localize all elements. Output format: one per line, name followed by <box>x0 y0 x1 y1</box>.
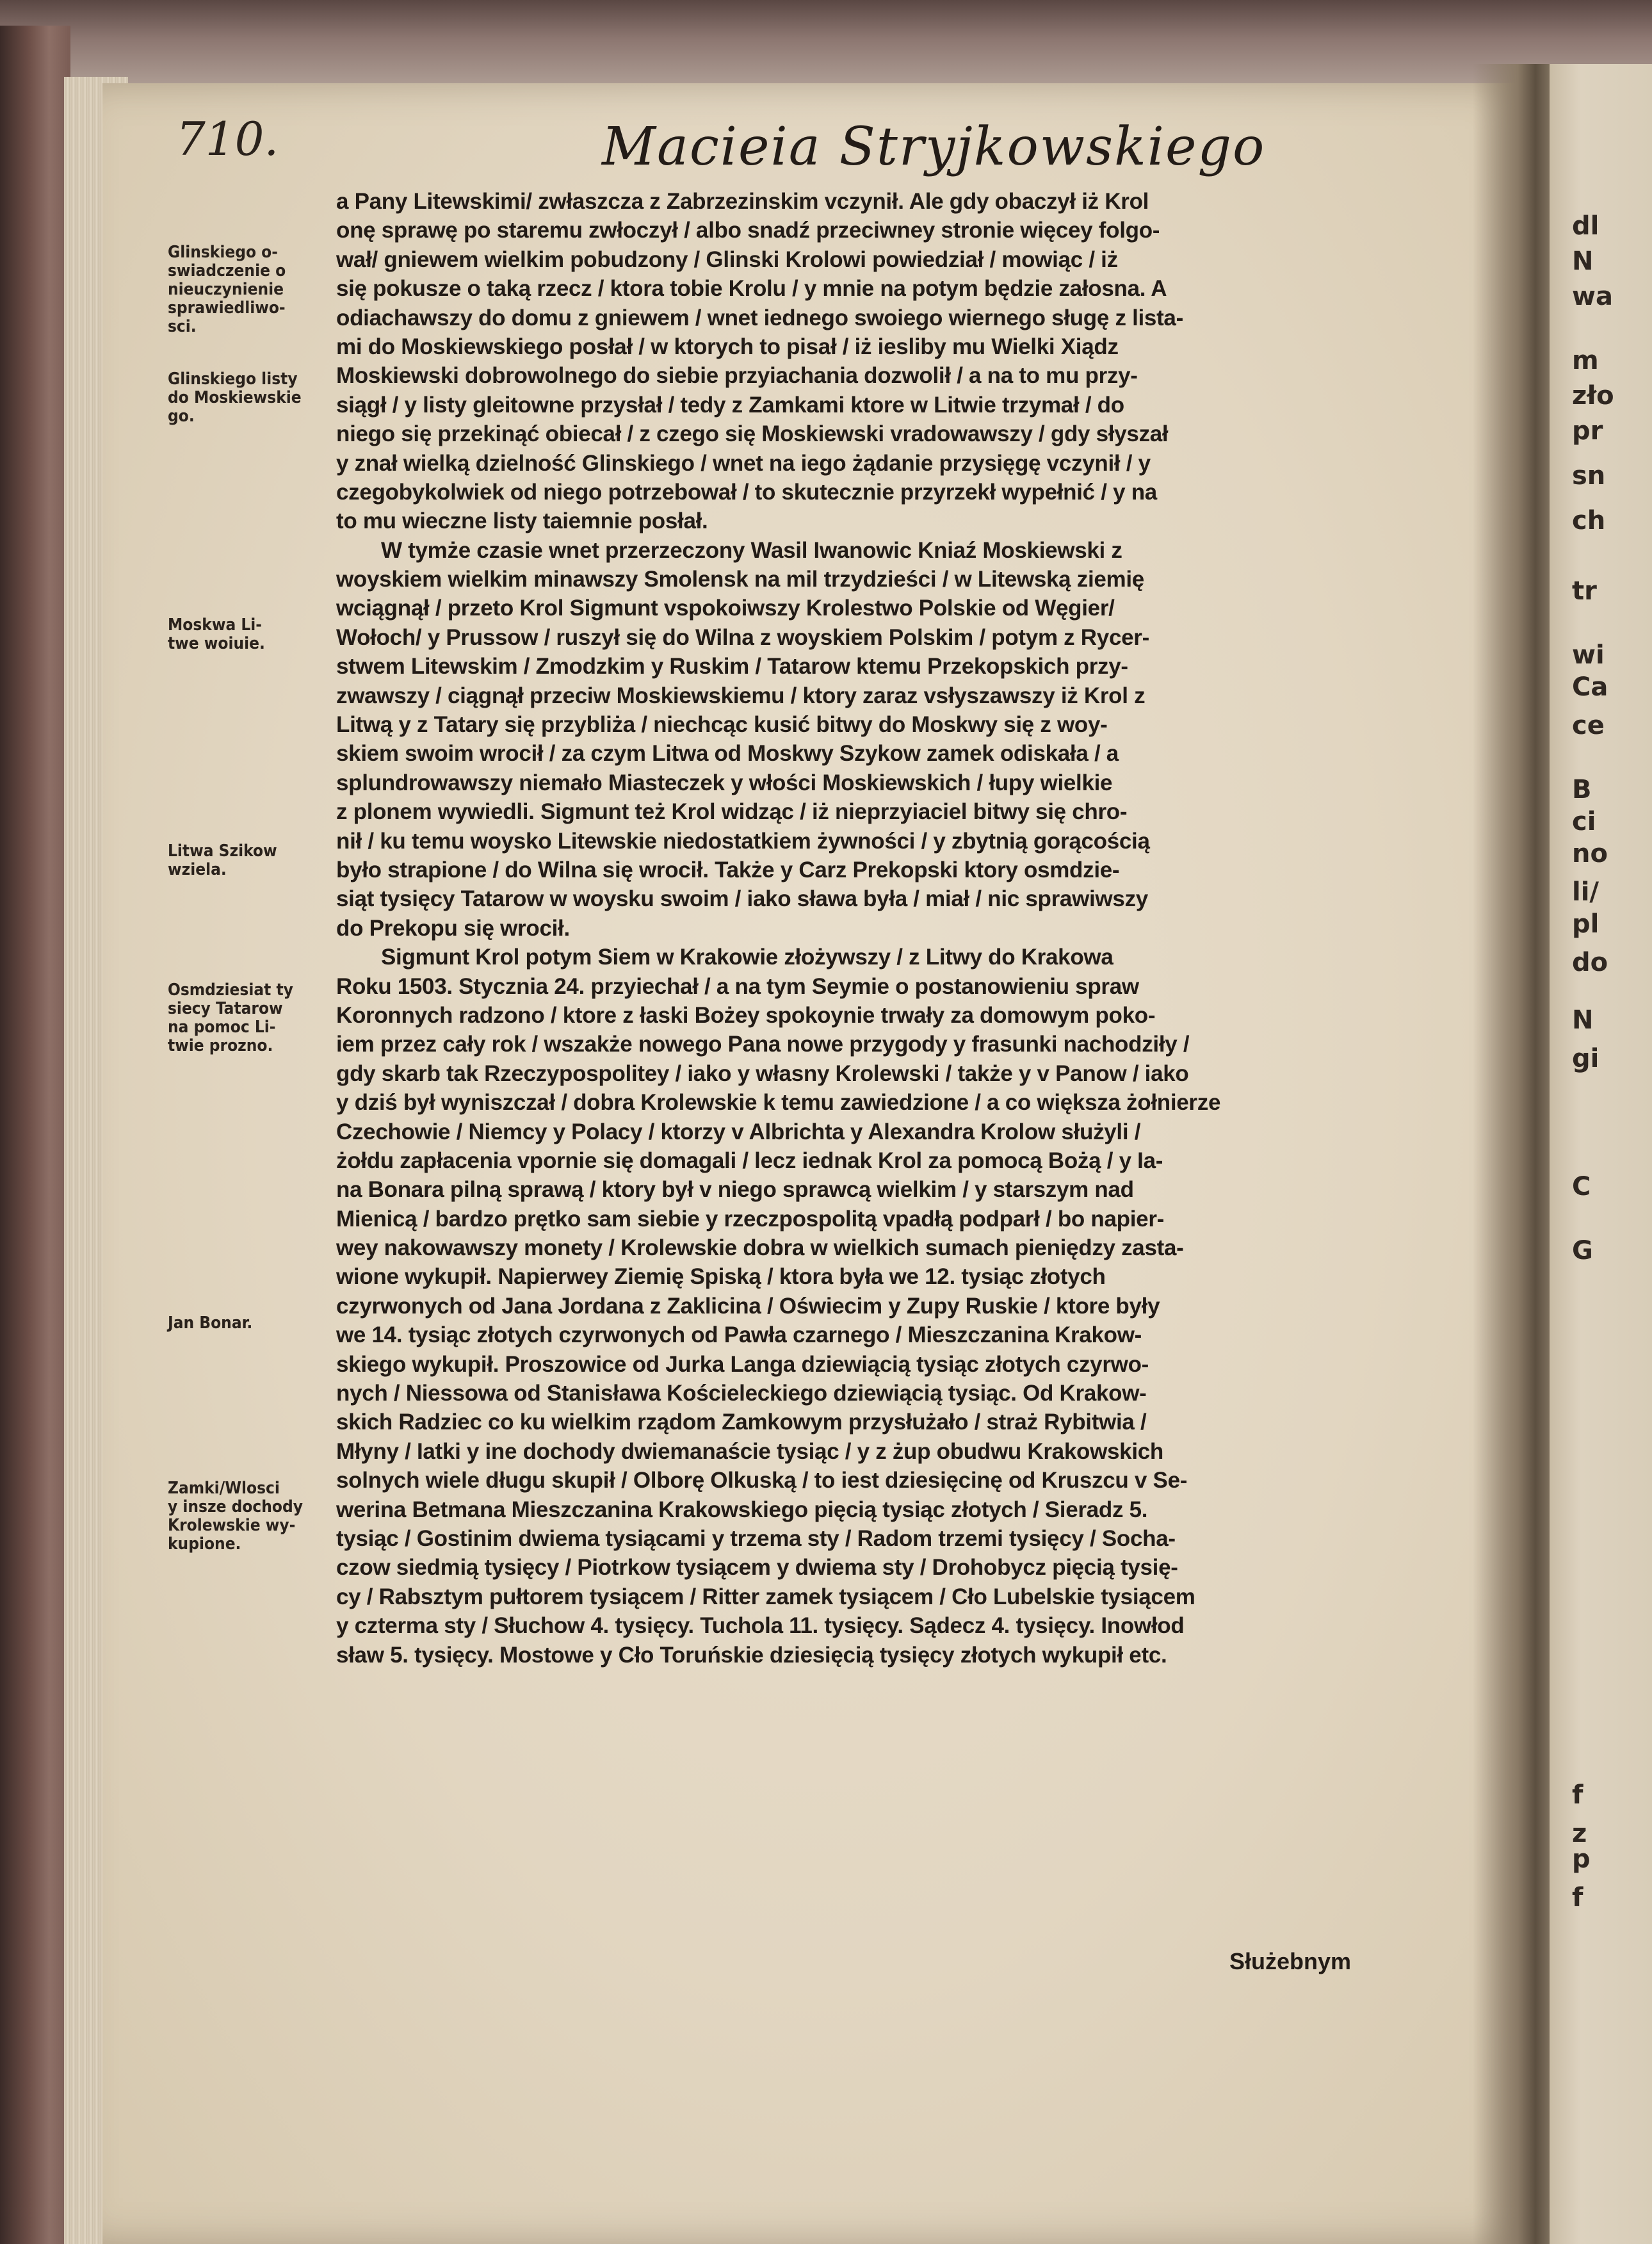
margin-note-line: Glinskiego o- <box>168 243 278 262</box>
margin-note-line: Litwa Szikow <box>168 842 277 861</box>
text-line: stwem Litewskim / Zmodzkim y Ruskim / Tatarow ktemu Przekopskich przy- <box>336 654 1128 679</box>
text-line: solnych wiele długu skupił / Olborę Olkuską / to iest dziesięcinę od Kruszcu v Se- <box>336 1468 1188 1493</box>
text-line: Wołoch/ y Prussow / ruszył się do Wilna z woyskiem Polskim / potym z Rycer- <box>336 624 1149 650</box>
margin-note-line: y insze dochody <box>168 1497 303 1516</box>
text-line: to mu wieczne listy taiemnie posłał. <box>336 508 708 534</box>
margin-note <box>168 370 336 426</box>
facing-page-fragment: li/ <box>1572 877 1599 907</box>
facing-page-fragment: ch <box>1572 506 1606 535</box>
text-line: tysiąc / Gostinim dwiema tysiącami y trzema sty / Radom trzemi tysięcy / Socha- <box>336 1525 1176 1551</box>
text-line: siągł / y listy gleitowne przysłał / tedy z Zamkami ktore w Litwie trzymał / do <box>336 392 1124 418</box>
book-cover-edge <box>0 26 70 2244</box>
facing-page-fragment: B <box>1572 775 1592 804</box>
text-line: Roku 1503. Stycznia 24. przyiechał / a na tym Seymie o postanowieniu spraw <box>336 973 1139 999</box>
facing-page-fragment: pr <box>1572 416 1603 446</box>
margin-note-line: Moskwa Li- <box>168 615 262 635</box>
facing-page-fragment: no <box>1572 839 1608 868</box>
facing-page-fragment: sn <box>1572 461 1606 491</box>
margin-note-line: swiadczenie o <box>168 261 286 280</box>
text-line: do Prekopu się wrocił. <box>336 915 570 941</box>
text-line: czegobykolwiek od niego potrzebował / to skutecznie przyrzekł wypełnić / y na <box>336 479 1157 505</box>
text-line: żołdu zapłacenia vpornie się domagali / lecz iednak Krol za pomocą Bożą / y Ia- <box>336 1148 1163 1173</box>
facing-page-fragment: pl <box>1572 909 1599 939</box>
text-line: z plonem wywiedli. Sigmunt też Krol widząc / iż nieprzyiaciel bitwy się chro- <box>336 799 1128 825</box>
facing-page-fragment: gi <box>1572 1044 1599 1073</box>
margin-note <box>168 1479 336 1554</box>
margin-note <box>168 616 336 653</box>
margin-note-line: kupione. <box>168 1534 241 1554</box>
text-line: sław 5. tysięcy. Mostowe y Cło Toruńskie dziesięcią tysięcy złotych wykupił etc. <box>336 1642 1167 1668</box>
text-line: W tymże czasie wnet przerzeczony Wasil Iwanowic Kniaź Moskiewski z <box>381 537 1122 563</box>
text-line: nił / ku temu woysko Litewskie niedostatkiem żywności / y zbytnią gorącością <box>336 828 1150 854</box>
facing-page-fragment: zło <box>1572 381 1614 411</box>
facing-page-fragment: f <box>1572 1780 1583 1810</box>
facing-page-fragment: z <box>1572 1819 1587 1848</box>
text-line: Litwą y z Tatary się przybliża / niechcąc kusić bitwy do Moskwy się z woy- <box>336 712 1108 738</box>
body-text <box>336 187 1386 1670</box>
facing-page-fragment: p <box>1572 1844 1591 1874</box>
facing-page-fragment: ci <box>1572 807 1596 836</box>
text-line: zwawszy / ciągnął przeciw Moskiewskiemu / ktory zaraz vsłyszawszy iż Krol z <box>336 683 1146 708</box>
margin-note-line: twe woiuie. <box>168 634 265 653</box>
facing-page-fragment: N <box>1572 1005 1594 1035</box>
margin-note-line: siecy Tatarow <box>168 999 283 1018</box>
text-line: niego się przekinąć obiecał / z czego się Moskiewski vradowawszy / gdy słyszał <box>336 421 1169 447</box>
margin-note-line: Zamki/Wlosci <box>168 1479 280 1498</box>
text-line: skich Radziec co ku wielkim rządom Zamkowym przysłużało / straż Rybitwia / <box>336 1410 1147 1435</box>
text-line: Koronnych radzono / ktore z łaski Bożey spokoynie trwały za domowym poko- <box>336 1002 1156 1028</box>
text-line: we 14. tysiąc złotych czyrwonych od Pawła czarnego / Mieszczanina Krakow- <box>336 1322 1142 1348</box>
facing-page-fragment: G <box>1572 1236 1593 1265</box>
margin-note-line: wziela. <box>168 860 227 879</box>
facing-page-fragment: f <box>1572 1883 1583 1912</box>
facing-page-fragment: tr <box>1572 576 1597 606</box>
catchword: Służebnym <box>1229 1948 1352 1974</box>
text-line: się pokusze o taką rzecz / ktora tobie Krolu / y mnie na potym będzie załosna. A <box>336 276 1167 302</box>
margin-note-line: nieuczynienie <box>168 280 284 299</box>
facing-page-fragment: dl <box>1572 211 1599 241</box>
facing-page-fragment: do <box>1572 948 1608 977</box>
text-line: Sigmunt Krol potym Siem w Krakowie złożywszy / z Litwy do Krakowa <box>381 945 1113 970</box>
text-line: wciągnął / przeto Krol Sigmunt vspokoiwszy Krolestwo Polskie od Węgier/ <box>336 596 1115 621</box>
text-line: wione wykupił. Napierwey Ziemię Spiską / ktora była we 12. tysiąc złotych <box>336 1264 1106 1290</box>
text-line: y czterma sty / Słuchow 4. tysięcy. Tuchola 11. tysięcy. Sądecz 4. tysięcy. Inowłod <box>336 1613 1185 1639</box>
text-line: cy / Rabsztym pułtorem tysiącem / Ritter zamek tysiącem / Cło Lubelskie tysiącem <box>336 1584 1195 1609</box>
page-number: 710. <box>176 112 279 166</box>
facing-page-fragment: m <box>1572 346 1599 375</box>
text-line: Moskiewski dobrowolnego do siebie przyiachania dozwolił / a na to mu przy- <box>336 363 1138 389</box>
margin-note-line: go. <box>168 407 195 426</box>
text-line: y znał wielką dzielność Glinskiego / wnet na iego żądanie przysięgę vczynił / y <box>336 450 1151 476</box>
text-line: czyrwonych od Jana Jordana z Zaklicina / Oświecim y Zupy Ruskie / ktore były <box>336 1293 1160 1319</box>
margin-note-line: Osmdziesiat ty <box>168 980 293 1000</box>
text-line: Młyny / Iatki y ine dochody dwiemanaście tysiąc / y z żup obudwu Krakowskich <box>336 1438 1164 1464</box>
margin-note <box>168 981 336 1055</box>
facing-page-fragment: wa <box>1572 282 1613 311</box>
text-line: czow siedmią tysięcy / Piotrkow tysiącem y dwiema sty / Drohobycz pięcią tysię- <box>336 1555 1178 1581</box>
text-line: wał/ gniewem wielkim pobudzony / Glinski Krolowi powiedział / mowiąc / iż <box>336 247 1118 272</box>
margin-note <box>168 243 336 336</box>
margin-note-line: Glinskiego listy <box>168 370 298 389</box>
facing-page-fragment: N <box>1572 247 1594 276</box>
text-line: skiego wykupił. Proszowice od Jurka Langa dziewiącią tysiąc złotych czyrwo- <box>336 1351 1149 1377</box>
margin-note-line: na pomoc Li- <box>168 1018 276 1037</box>
text-line: gdy skarb tak Rzeczypospolitey / iako y własny Krolewski / także y v Panow / iako <box>336 1061 1189 1086</box>
text-line: splundrowawszy niemało Miasteczek y włości Moskiewskich / łupy wielkie <box>336 770 1113 795</box>
text-line: siąt tysięcy Tatarow w woysku swoim / iako sława była / miał / nic sprawiwszy <box>336 886 1148 912</box>
text-line: Mienicą / bardzo prętko sam siebie y rzeczpospolitą vpadłą podparł / bo napier- <box>336 1206 1165 1232</box>
text-line: mi do Moskiewskiego posłał / w ktorych to pisał / iż iesliby mu Wielki Xiądz <box>336 334 1119 359</box>
text-line: woyskiem wielkim minawszy Smolensk na mil trzydzieści / w Litewską ziemię <box>336 567 1144 592</box>
text-line: nych / Niessowa od Stanisława Kościeleckiego dziewiącią tysiąc. Od Krakow- <box>336 1381 1147 1406</box>
running-head: Macieia Stryjkowskiego <box>602 117 1266 177</box>
text-line: a Pany Litewskimi/ zwłaszcza z Zabrzezinskim vczynił. Ale gdy obaczył iż Krol <box>336 189 1149 214</box>
facing-page-fragment: C <box>1572 1172 1591 1201</box>
text-line: na Bonara pilną sprawą / ktory był v niego sprawcą wielkim / y starszym nad <box>336 1177 1134 1203</box>
book-top-edge <box>0 0 1652 96</box>
text-line: onę sprawę po staremu zwłoczył / albo snadź przeciwney stronie więcey folgo- <box>336 218 1160 243</box>
margin-note-line: sprawiedliwo- <box>168 298 286 318</box>
text-line: werina Betmana Mieszczanina Krakowskiego pięcią tysiąc złotych / Sieradz 5. <box>336 1497 1148 1522</box>
margin-note-line: Krolewskie wy- <box>168 1516 296 1535</box>
facing-page-fragment: wi <box>1572 640 1605 670</box>
margin-note-line: twie prozno. <box>168 1036 273 1055</box>
text-line: skiem swoim wrocił / za czym Litwa od Moskwy Szykow zamek odiskała / a <box>336 741 1119 767</box>
text-line: Czechowie / Niemcy y Polacy / ktorzy v Albrichta y Alexandra Krolow służyli / <box>336 1119 1141 1144</box>
book-gutter <box>1473 64 1562 2244</box>
text-line: y dziś był wyniszczał / dobra Krolewskie k temu zawiedzione / a co większa żołnierze <box>336 1090 1221 1116</box>
margin-note <box>168 1314 336 1333</box>
margin-note <box>168 842 336 879</box>
margin-note-line: Jan Bonar. <box>168 1313 253 1333</box>
text-line: wey nakowawszy monety / Krolewskie dobra w wielkich sumach pieniędzy zasta- <box>336 1235 1184 1261</box>
text-line: iem przez cały rok / wszakże nowego Pana nowe przygody y frasunki nachodziły / <box>336 1032 1190 1057</box>
text-line: odiachawszy do domu z gniewem / wnet iednego swoiego wiernego sługę z lista- <box>336 305 1183 330</box>
text-line: było strapione / do Wilna się wrocił. Także y Carz Prekopski ktory osmdzie- <box>336 857 1120 882</box>
margin-note-line: do Moskiewskie <box>168 388 302 407</box>
margin-note-line: sci. <box>168 317 197 336</box>
facing-page-fragment: Ca <box>1572 672 1608 702</box>
facing-page-fragment: ce <box>1572 711 1605 740</box>
